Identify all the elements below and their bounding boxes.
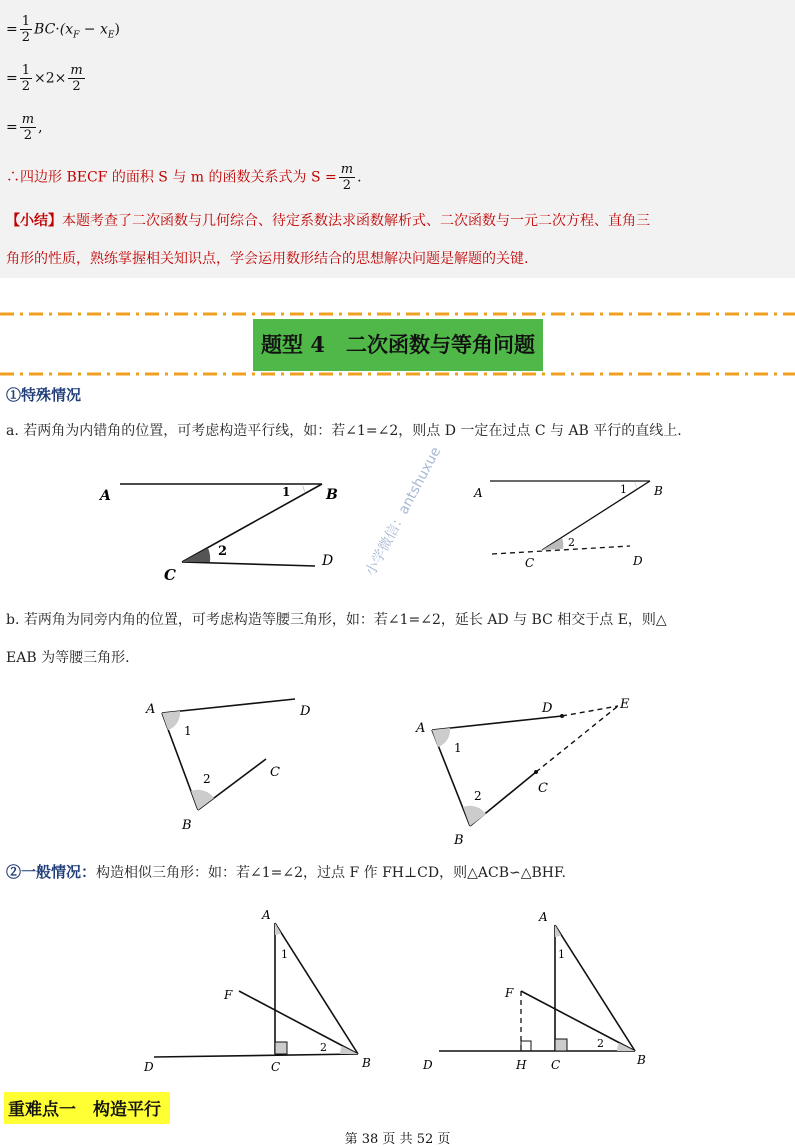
- line-ab: [275, 923, 358, 1054]
- label-1: 1: [282, 485, 291, 499]
- angle-1-mark: [162, 711, 180, 730]
- equation-line-3: = $\frac{m}{2}$ ,: [6, 112, 43, 143]
- line-ab: [555, 925, 635, 1051]
- label-c: C: [270, 765, 280, 780]
- label-2: 2: [218, 544, 228, 559]
- figure-similar-triangles-construction: [415, 905, 655, 1080]
- figure-isosceles-construction: [410, 690, 650, 850]
- angle-1-mark: [432, 728, 450, 747]
- line-fb: [239, 991, 358, 1054]
- figure-same-side-angles: [140, 695, 340, 835]
- label-c: C: [525, 556, 535, 570]
- section-special-title: ①特殊情况: [6, 386, 82, 404]
- label-e: E: [620, 697, 630, 712]
- section-heading: 题型 4 二次函数与等角问题: [261, 332, 535, 357]
- page-footer: 第 38 页 共 52 页: [344, 1132, 451, 1147]
- line-ad: [162, 699, 295, 713]
- label-2: 2: [474, 789, 482, 803]
- label-2: 2: [203, 772, 211, 786]
- right-angle-mark-h: [521, 1041, 531, 1051]
- line-bc: [182, 484, 322, 562]
- angle-1-mark: [555, 925, 561, 937]
- extension-de: [562, 706, 618, 716]
- bottom-dashed-divider: [0, 372, 795, 376]
- summary-label: 【小结】: [6, 213, 62, 229]
- summary-line-2: 角形的性质，熟练掌握相关知识点，学会运用数形结合的思想解决问题是解题的关键.: [6, 251, 529, 267]
- right-angle-mark-c: [555, 1039, 567, 1051]
- label-d: D: [144, 1060, 154, 1074]
- line-ad: [432, 716, 562, 730]
- label-1: 1: [558, 948, 565, 961]
- section-general-title: ②一般情况：: [6, 863, 97, 881]
- case-a-text: a. 若两角为内错角的位置，可考虑构造平行线，如：若∠1=∠2，则点 D 一定在过点 C 与 AB 平行的直线上.: [6, 423, 682, 439]
- key-point-heading: 重难点一 构造平行: [8, 1100, 161, 1120]
- label-d: D: [633, 554, 643, 568]
- label-b: B: [454, 833, 464, 848]
- angle-2-mark: [542, 538, 563, 550]
- label-b: B: [182, 818, 192, 833]
- angle-1-mark: [302, 484, 305, 494]
- angle-1-mark: [634, 481, 637, 489]
- point-c: [534, 770, 538, 774]
- equation-line-2: = $\frac{1}{2}$ ×2× $\frac{m}{2}$: [6, 63, 83, 94]
- line-fb: [521, 991, 635, 1051]
- label-d: D: [322, 553, 334, 569]
- figure-parallel-construction: [470, 470, 710, 575]
- label-h: H: [516, 1058, 527, 1072]
- equation-line-1: = $\frac{1}{2}$ $BC\cdot(x_F - x_E)$: [6, 14, 120, 45]
- label-a: A: [146, 702, 156, 717]
- figure-similar-triangles: [140, 905, 380, 1080]
- figure-alternate-angles: [90, 470, 360, 585]
- label-1: 1: [454, 741, 462, 755]
- label-2: 2: [597, 1037, 604, 1050]
- line-db: [154, 1054, 358, 1057]
- summary-line-1: 【小结】本题考查了二次函数与几何综合、待定系数法求函数解析式、二次函数与一元二次方程、直角三: [6, 213, 650, 229]
- label-1: 1: [620, 483, 627, 496]
- right-angle-mark: [275, 1042, 287, 1054]
- general-case-line: ②一般情况：构造相似三角形：如：若∠1=∠2，过点 F 作 FH⊥CD，则△ACB∽△BHF.: [6, 863, 566, 881]
- angle-1-mark: [275, 923, 281, 935]
- label-d: D: [542, 701, 553, 716]
- label-d: D: [300, 704, 311, 719]
- label-1: 1: [184, 724, 192, 738]
- label-a: A: [539, 910, 548, 924]
- label-a: A: [474, 486, 483, 500]
- label-f: F: [224, 988, 233, 1002]
- conclusion-line: ∴四边形 BECF 的面积 S 与 m 的函数关系式为 S = $\frac{m}{2}$ .: [6, 162, 362, 193]
- label-d: D: [423, 1058, 433, 1072]
- label-b: B: [326, 487, 338, 503]
- label-a: A: [100, 488, 111, 504]
- label-2: 2: [320, 1041, 327, 1054]
- line-bc: [542, 481, 650, 550]
- label-b: B: [654, 484, 663, 498]
- label-1: 1: [281, 948, 288, 961]
- label-a: A: [262, 908, 271, 922]
- label-c: C: [538, 781, 548, 796]
- line-cd: [182, 562, 315, 566]
- point-d: [560, 714, 564, 718]
- angle-2-mark: [182, 548, 210, 562]
- case-b-text-line-2: EAB 为等腰三角形.: [6, 650, 130, 666]
- label-c: C: [164, 566, 176, 584]
- label-c: C: [271, 1060, 281, 1074]
- label-c: C: [551, 1058, 561, 1072]
- label-a: A: [416, 721, 426, 736]
- label-2: 2: [568, 536, 575, 549]
- watermark: 小学微信：antshuxue: [362, 444, 445, 579]
- label-b: B: [362, 1056, 371, 1070]
- top-dashed-divider: [0, 312, 795, 316]
- label-f: F: [505, 986, 514, 1000]
- case-b-text-line-1: b. 若两角为同旁内角的位置，可考虑构造等腰三角形，如：若∠1=∠2，延长 AD 与 BC 相交于点 E，则△: [6, 612, 667, 628]
- label-b: B: [637, 1053, 646, 1067]
